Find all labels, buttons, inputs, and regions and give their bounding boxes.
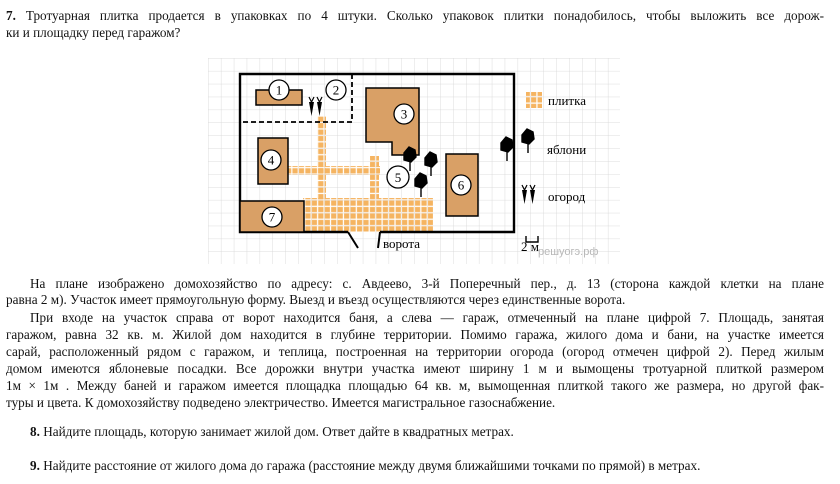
legend-tile-swatch	[526, 92, 542, 108]
label-4: 4	[267, 152, 275, 168]
task7-line1	[6, 8, 824, 24]
task9	[30, 458, 700, 474]
household-plan	[208, 58, 620, 264]
task9-number: 9.	[30, 458, 40, 473]
label-6: 6	[457, 177, 465, 193]
task8-number: 8.	[30, 424, 40, 439]
scale-label: 2 м	[521, 239, 539, 254]
desc-p2-line3: сарай, расположенный рядом с гаражом, и теплица, построенная на территории огорода (огород отмечен цифрой 2). Перед жилым	[6, 344, 824, 359]
task8-text: Найдите площадь, которую занимает жилой дом. Ответ дайте в квадратных метрах.	[43, 424, 514, 439]
task7-line2: ки и площадку перед гаражом?	[6, 25, 181, 40]
tile-platform	[303, 198, 433, 232]
watermark: решуогэ.рф	[538, 246, 599, 258]
task8	[30, 424, 514, 440]
desc-p2-line2: гаражом, равна 32 кв. м. Жилой дом находится в глубине территории. Помимо гаража, жилого дома и бани, на участке имеется	[6, 327, 824, 342]
label-2: 2	[332, 82, 340, 98]
desc-p2-line4: домом имеются яблоневые посадки. Все дорожки внутри участка имеют ширину 1 м и вымощены тротуарной плиткой размером	[6, 361, 824, 376]
path-to-house	[370, 156, 379, 198]
path-vertical-left	[317, 116, 326, 200]
desc-p2-line1: При входе на участок справа от ворот находится баня, а слева — гараж, отмеченный на плане цифрой 7. Площадь, занятая	[30, 310, 824, 325]
task7-text-1: Тротуарная плитка продается в упаковках по 4 штуки. Сколько упаковок плитки понадобилось, чтобы выложить все дорож-	[25, 8, 824, 23]
label-7: 7	[268, 209, 276, 225]
label-3: 3	[400, 106, 408, 122]
label-1: 1	[275, 82, 283, 98]
label-5: 5	[394, 170, 402, 185]
path-horizontal	[288, 166, 380, 175]
legend-apple-label: яблони	[547, 142, 587, 157]
gate-label: ворота	[383, 236, 420, 251]
desc-p2-line6: туры и цвета. К домохозяйству подведено электричество. Имеется магистральное газоснабжение.	[6, 395, 556, 410]
desc-p1-line2: равна 2 м). Участок имеет прямоугольную форму. Выезд и въезд осуществляются через единственные ворота.	[6, 292, 626, 307]
legend-tile-label: плитка	[548, 93, 586, 108]
desc-p2-line5: 1м × 1м . Между баней и гаражом имеется площадка площадью 64 кв. м, вымощенная плиткой такого же размера, но другой фак-	[6, 378, 824, 393]
task9-text: Найдите расстояние от жилого дома до гаража (расстояние между двумя ближайшими точками по прямой) в метрах.	[43, 458, 701, 473]
task7-number: 7.	[6, 8, 16, 23]
legend-garden-label: огород	[548, 189, 586, 204]
desc-p1-line1: На плане изображено домохозяйство по адресу: с. Авдеево, 3-й Поперечный пер., д. 13 (сторона каждой клетки на плане	[30, 276, 824, 291]
